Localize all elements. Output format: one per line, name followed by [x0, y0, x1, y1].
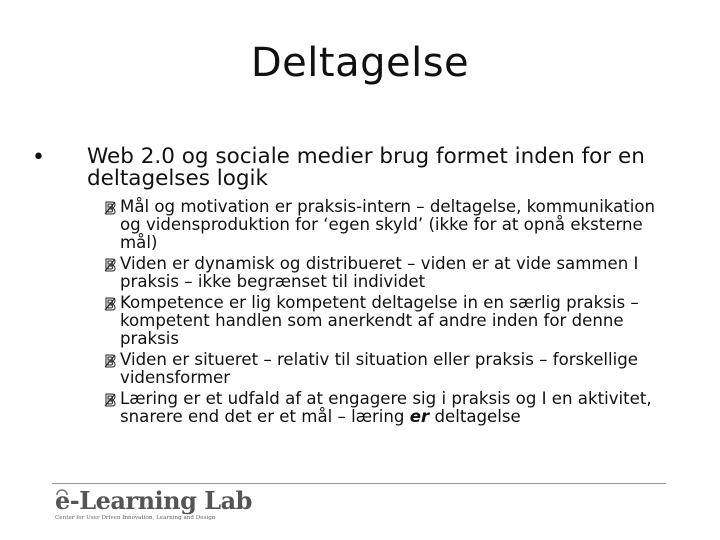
sub-bullet-text: Mål og motivation er praksis-intern – deltagelse, kommunikation og vidensproduktion for ‘egen skyld’ (ikke for at opnå eksterne mål): [120, 197, 656, 252]
sub-bullet-text: Kompetence er lig kompetent deltagelse in en særlig praksis – kompetent handlen som anerkendt af andre inden for denne praksis: [120, 293, 639, 348]
sub-bullet-text: [120, 390, 679, 426]
sub-bullet-list: [104, 198, 679, 429]
emphasized-word: er: [409, 407, 430, 426]
logo-letter-e-text: e: [55, 486, 70, 515]
logo-arc-icon: [56, 489, 68, 501]
sub-bullet-item: [104, 294, 679, 348]
logo-wordmark: [55, 487, 252, 515]
sub-bullet-text-part: deltagelse: [429, 407, 521, 426]
logo-wordmark-text: -Learning Lab: [69, 486, 252, 515]
sub-bullet-text: Viden er situeret – relativ til situation eller praksis – forskellige vidensformer: [120, 350, 638, 387]
sub-bullet-item: [104, 390, 679, 426]
sub-bullet-marker-icon: [104, 393, 116, 407]
sub-bullet-text: Viden er dynamisk og distribueret – viden er at vide sammen I praksis – ikke begrænset til individet: [120, 254, 639, 291]
sub-bullet-marker-icon: [104, 258, 116, 272]
main-bullet-dot: •: [32, 145, 45, 170]
elearning-lab-logo: [55, 487, 255, 527]
sub-bullet-marker-icon: [104, 297, 116, 311]
sub-bullet-item: [104, 198, 679, 252]
main-bullet: [32, 146, 672, 190]
logo-tagline: Center for User Driven Innovation, Learning and Design: [55, 515, 216, 521]
slide-title: Deltagelse: [250, 40, 470, 86]
sub-bullet-item: [104, 351, 679, 387]
sub-bullet-item: [104, 255, 679, 291]
main-bullet-text: Web 2.0 og sociale medier brug formet inden for en deltagelses logik: [87, 144, 645, 191]
logo-letter-e: [55, 487, 70, 515]
sub-bullet-text-part: Læring er et udfald af at engagere sig i praksis og I en aktivitet, snarere end det er et mål – læring: [120, 389, 652, 426]
sub-bullet-marker-icon: [104, 354, 116, 368]
sub-bullet-marker-icon: [104, 201, 116, 215]
footer-divider: [52, 483, 666, 484]
